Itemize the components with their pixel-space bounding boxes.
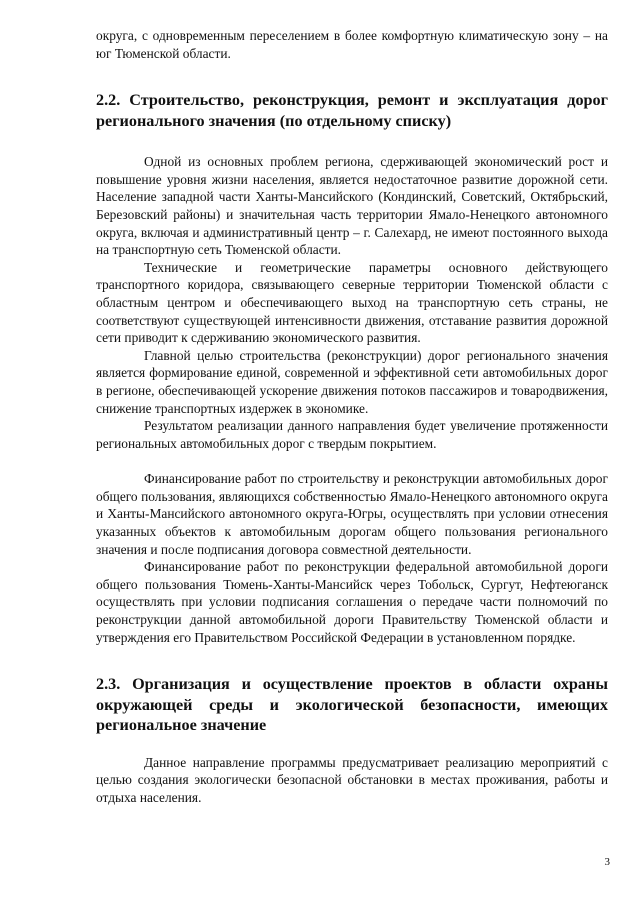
- page-number: 3: [604, 856, 610, 868]
- paragraph-2-2-1: Одной из основных проблем региона, сдерживающей экономический рост и повышение уровня жизни населения, является недостаточное развитие дорожной сети. Население западной части Ханты-Мансийского (Кондинский, Советский, Октябрьский, Березовский районы) и значительная часть территории Ямало-Ненецкого автономного округа, включая и административный центр – г. Салехард, не имеют постоянного выхода на транспортную сеть Тюменской области.: [96, 154, 608, 258]
- paragraph-2-2-3: Главной целью строительства (реконструкции) дорог регионального значения является формирование единой, современной и эффективной сети автомобильных дорог в регионе, обеспечивающей ускорение движения потоков пассажиров и товародвижения, снижение транспортных издержек в экономике.: [96, 347, 608, 416]
- section-heading-2-3: 2.3. Организация и осуществление проектов в области охраны окружающей среды и экологической безопасности, имеющих региональное значение: [96, 675, 608, 735]
- section-heading-2-2: 2.2. Строительство, реконструкция, ремонт и эксплуатация дорог регионального значения (по отдельному списку): [96, 91, 608, 130]
- paragraph-2-2-6: Финансирование работ по реконструкции федеральной автомобильной дороги общего пользования Тюмень-Ханты-Мансийск через Тобольск, Сургут, Нефтеюганск осуществлять при условии подписания соглашения о передаче части полномочий по реконструкции данной автомобильной дороги Правительству Тюменской области и утверждения его Правительством Российской Федерации в установленном порядке.: [96, 559, 608, 645]
- paragraph-2-2-5: Финансирование работ по строительству и реконструкции автомобильных дорог общего пользования, являющихся собственностью Ямало-Ненецкого автономного округа и Ханты-Мансийского автономного округа-Югры, осуществлять при условии отнесения указанных объектов к автомобильным дорогам общего пользования регионального значения и после подписания договора совместной деятельности.: [96, 471, 608, 557]
- paragraph-intro-continuation: округа, с одновременным переселением в более комфортную климатическую зону – на юг Тюменской области.: [96, 28, 608, 61]
- paragraph-2-3-1: Данное направление программы предусматривает реализацию мероприятий с целью создания экологически безопасной обстановки в местах проживания, работы и отдыха населения.: [96, 754, 608, 805]
- paragraph-2-2-4: Результатом реализации данного направления будет увеличение протяженности региональных автомобильных дорог с твердым покрытием.: [96, 418, 608, 451]
- paragraph-2-2-2: Технические и геометрические параметры основного действующего транспортного коридора, связывающего северные территории Тюменской области с областным центром и обеспечивающего выход на транспортную сеть страны, не соответствуют существующей интенсивности движения, отставание развития дорожной сети приводит к сдерживанию экономического развития.: [96, 259, 608, 346]
